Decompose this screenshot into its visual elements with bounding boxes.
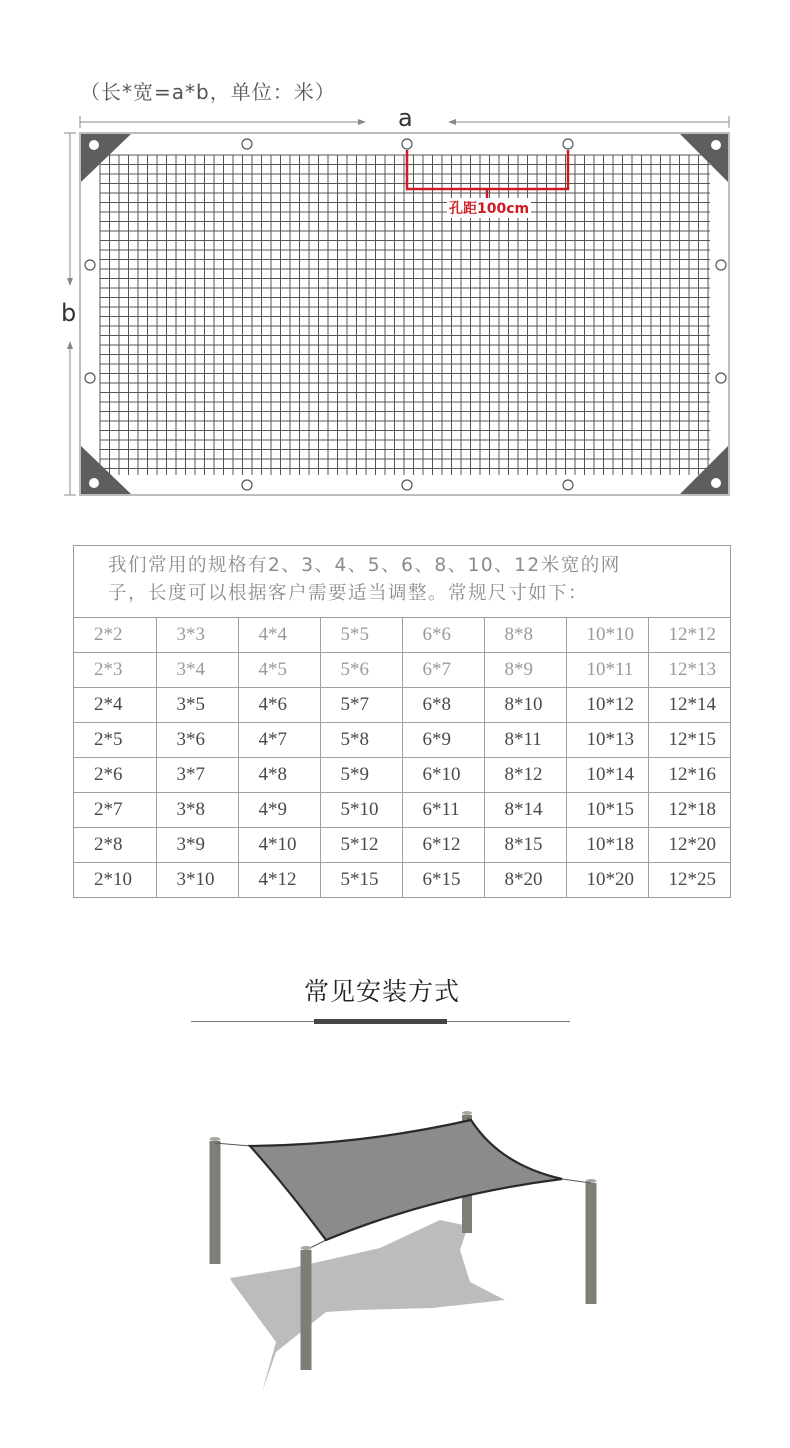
title-accent-bar	[314, 1019, 447, 1024]
size-cell: 4*5	[238, 653, 320, 688]
size-cell: 2*4	[74, 688, 156, 723]
grommet-icon	[563, 139, 573, 149]
size-cell: 2*10	[74, 863, 156, 898]
size-cell: 5*10	[320, 793, 402, 828]
size-cell: 8*9	[484, 653, 566, 688]
size-cell: 5*6	[320, 653, 402, 688]
size-cell: 12*12	[648, 618, 730, 653]
size-cell: 10*18	[566, 828, 648, 863]
size-cell: 4*10	[238, 828, 320, 863]
grommet-icon	[716, 373, 726, 383]
size-cell: 8*15	[484, 828, 566, 863]
size-cell: 2*8	[74, 828, 156, 863]
size-cell: 5*12	[320, 828, 402, 863]
size-cell: 10*11	[566, 653, 648, 688]
size-grid	[74, 618, 730, 897]
size-cell: 3*6	[156, 723, 238, 758]
size-cell: 2*6	[74, 758, 156, 793]
size-cell: 3*5	[156, 688, 238, 723]
unit-note: （长*宽=a*b，单位：米）	[80, 80, 336, 104]
grommet-icon	[85, 260, 95, 270]
size-cell: 3*7	[156, 758, 238, 793]
size-cell: 6*8	[402, 688, 484, 723]
size-cell: 2*5	[74, 723, 156, 758]
size-cell: 2*3	[74, 653, 156, 688]
spec-intro	[74, 546, 730, 618]
size-cell: 6*11	[402, 793, 484, 828]
size-cell: 5*15	[320, 863, 402, 898]
grommet-icon	[402, 480, 412, 490]
size-cell: 12*16	[648, 758, 730, 793]
size-cell: 3*3	[156, 618, 238, 653]
grommet-icon	[242, 480, 252, 490]
table-row	[74, 653, 730, 688]
size-cell: 12*20	[648, 828, 730, 863]
size-spec-table	[73, 545, 731, 898]
size-cell: 6*6	[402, 618, 484, 653]
size-cell: 4*9	[238, 793, 320, 828]
size-cell: 12*13	[648, 653, 730, 688]
size-cell: 6*15	[402, 863, 484, 898]
size-cell: 10*12	[566, 688, 648, 723]
size-cell: 10*10	[566, 618, 648, 653]
size-cell: 6*9	[402, 723, 484, 758]
size-cell: 8*10	[484, 688, 566, 723]
size-cell: 4*4	[238, 618, 320, 653]
size-cell: 12*14	[648, 688, 730, 723]
size-cell: 3*9	[156, 828, 238, 863]
table-row	[74, 723, 730, 758]
size-cell: 8*14	[484, 793, 566, 828]
canopy-shadow	[230, 1220, 505, 1392]
grommet-holes	[85, 139, 726, 490]
size-cell: 10*20	[566, 863, 648, 898]
size-cell: 3*8	[156, 793, 238, 828]
spec-intro-line: 我们常用的规格有2、3、4、5、6、8、10、12米宽的网	[108, 555, 621, 576]
hole-spacing-label: 孔距100cm	[447, 198, 531, 218]
size-cell: 3*10	[156, 863, 238, 898]
table-row	[74, 618, 730, 653]
size-cell: 8*20	[484, 863, 566, 898]
size-cell: 5*7	[320, 688, 402, 723]
size-cell: 12*15	[648, 723, 730, 758]
size-cell: 8*12	[484, 758, 566, 793]
size-cell: 4*7	[238, 723, 320, 758]
net-mesh	[100, 155, 710, 475]
size-cell: 6*10	[402, 758, 484, 793]
size-cell: 5*5	[320, 618, 402, 653]
grommet-icon	[85, 373, 95, 383]
canopy	[250, 1120, 562, 1240]
size-cell: 4*12	[238, 863, 320, 898]
size-cell: 10*15	[566, 793, 648, 828]
corner-grommets	[89, 140, 721, 488]
size-cell: 8*8	[484, 618, 566, 653]
size-cell: 8*11	[484, 723, 566, 758]
grommet-icon	[242, 139, 252, 149]
spec-intro-line: 子，长度可以根据客户需要适当调整。常规尺寸如下：	[108, 583, 589, 604]
size-cell: 4*8	[238, 758, 320, 793]
size-cell: 6*7	[402, 653, 484, 688]
size-cell: 12*25	[668, 869, 716, 890]
width-label: a	[398, 104, 413, 132]
size-cell: 5*8	[320, 723, 402, 758]
table-row	[74, 688, 730, 723]
size-cell: 6*12	[402, 828, 484, 863]
size-cell: 4*6	[238, 688, 320, 723]
table-row	[74, 863, 730, 898]
size-cell: 10*14	[566, 758, 648, 793]
size-cell: 5*9	[320, 758, 402, 793]
size-cell: 2*7	[74, 793, 156, 828]
table-row	[74, 828, 730, 863]
installation-illustration	[210, 1111, 597, 1392]
grommet-icon	[402, 139, 412, 149]
installation-title: 常见安装方式	[303, 977, 460, 1006]
size-cell: 10*13	[566, 723, 648, 758]
height-label: b	[61, 299, 77, 327]
size-cell: 2*2	[74, 618, 156, 653]
mesh-lines	[100, 155, 710, 475]
table-row	[74, 758, 730, 793]
size-cell: 3*4	[156, 653, 238, 688]
table-row	[74, 793, 730, 828]
grommet-icon	[716, 260, 726, 270]
grommet-icon	[563, 480, 573, 490]
size-cell: 12*18	[648, 793, 730, 828]
